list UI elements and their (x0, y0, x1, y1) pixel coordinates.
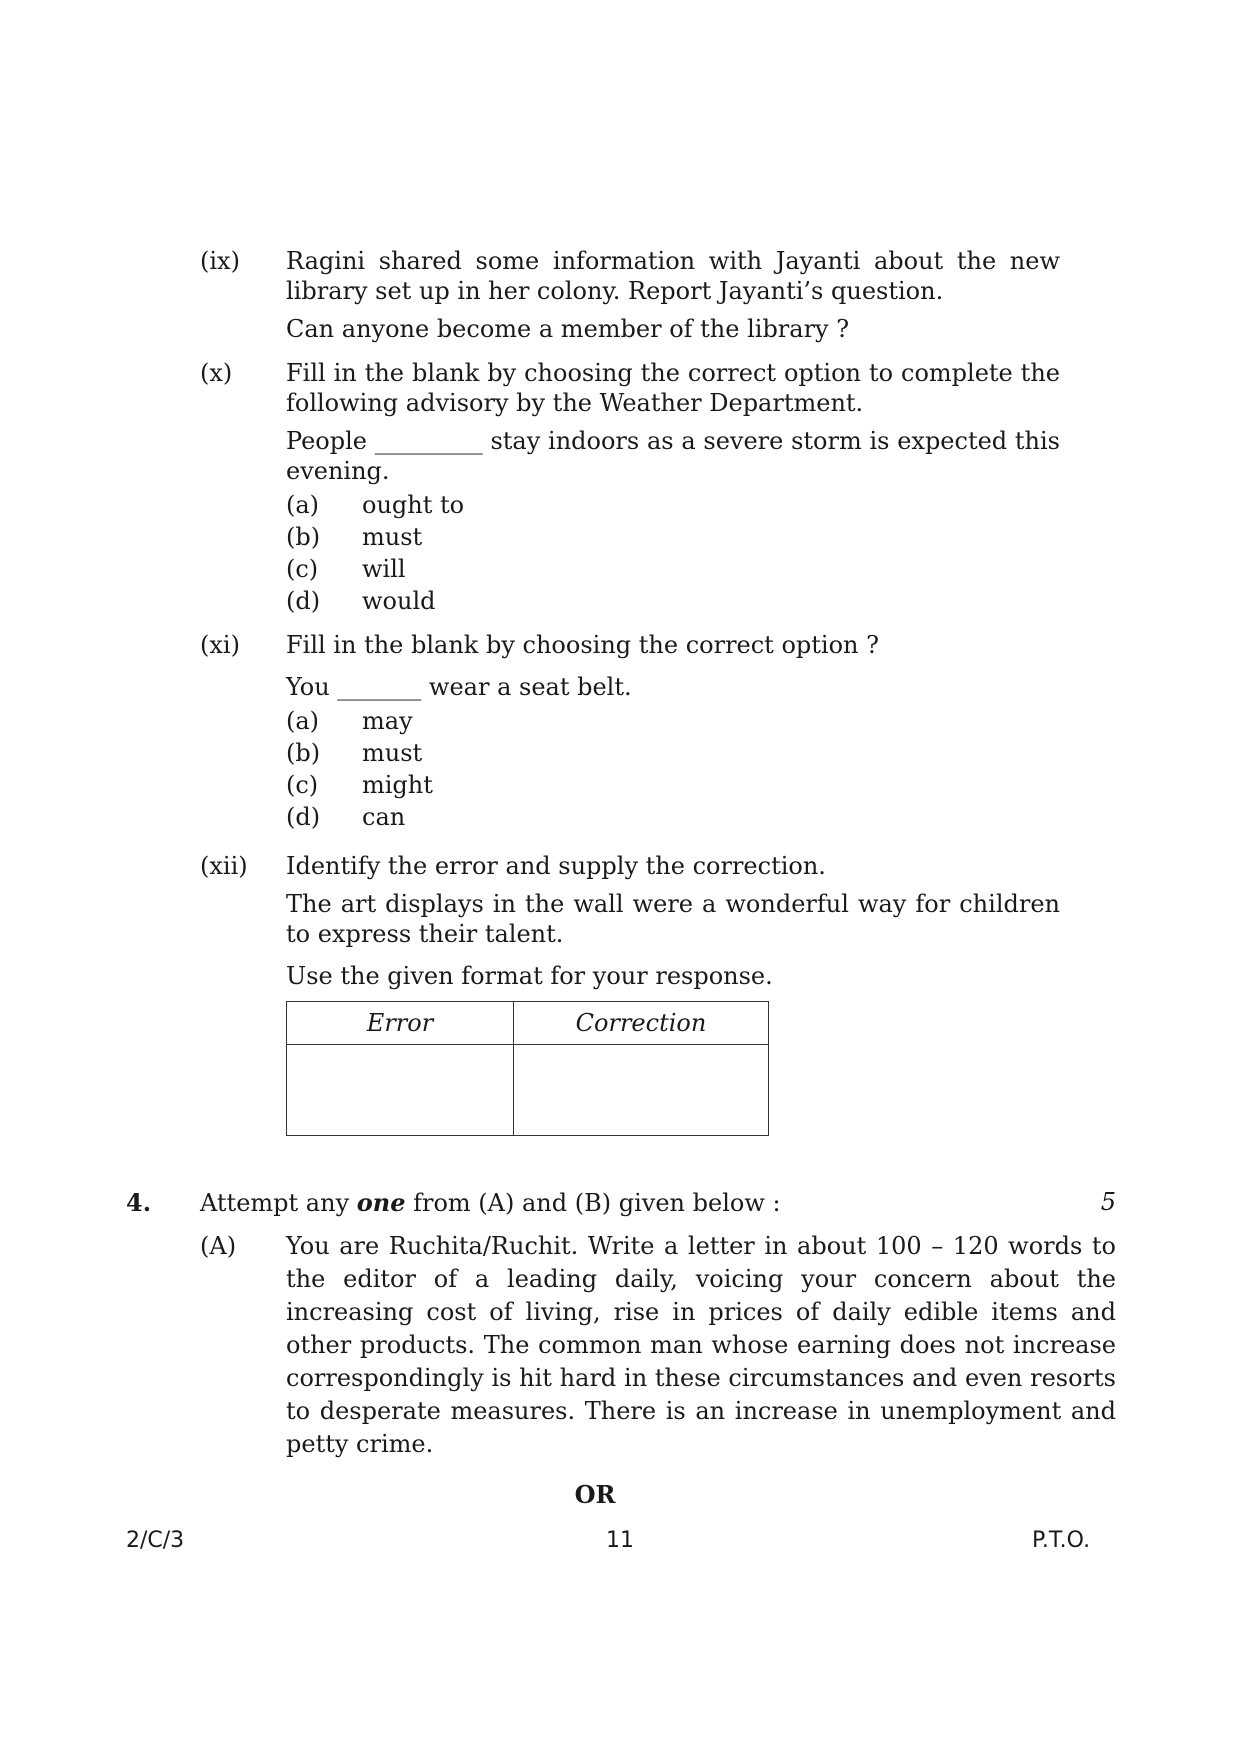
question-text: Use the given format for your response. (286, 962, 773, 990)
question-text: The art displays in the wall were a wonderful way for children to express their talent. (286, 890, 1060, 948)
question-number: (xii) (200, 852, 248, 880)
question-number: (xi) (200, 631, 240, 659)
question-text: Can anyone become a member of the library ? (286, 315, 850, 343)
question-text: People _________ stay indoors as a severe storm is expected this evening. (286, 427, 1060, 485)
question-text: Ragini shared some information with Jayanti about the new library set up in her colony. Report Jayanti’s question. (286, 247, 1060, 305)
options-list (286, 490, 1060, 618)
table-cell-error (287, 1045, 514, 1136)
question-text: Identify the error and supply the correction. (286, 852, 826, 880)
question-text: Fill in the blank by choosing the correct option ? (286, 631, 879, 659)
options-list (286, 706, 1060, 834)
emphasis-one: one (356, 1188, 406, 1217)
option-a: (a) ought to (286, 491, 465, 519)
option-d: (d) can (286, 803, 406, 831)
sub-question-label: (A) (200, 1232, 237, 1260)
option-c: (c) might (286, 771, 433, 799)
or-separator: OR (574, 1480, 616, 1509)
question-number: (ix) (200, 247, 240, 275)
question-ix (200, 246, 1060, 352)
pto-label: P.T.O. (1032, 1528, 1091, 1553)
question-text: Fill in the blank by choosing the correct option to complete the following advisory by the Weather Department. (286, 359, 1060, 417)
marks: 5 (1100, 1188, 1116, 1216)
sub-question-text: You are Ruchita/Ruchit. Write a letter in about 100 – 120 words to the editor of a leading daily, voicing your concern about the increasing cost of living, rise in prices of daily edible items and other products. The common man whose earning does not increase correspondingly is hit hard in these circumstances and even resorts to desperate measures. There is an increase in unemployment and petty crime. (286, 1232, 1116, 1458)
question-number: (x) (200, 359, 233, 387)
question-number: 4. (126, 1188, 152, 1217)
table-header-error: Error (287, 1002, 514, 1045)
option-b: (b) must (286, 739, 423, 767)
option-a: (a) may (286, 707, 413, 735)
table-header-correction: Correction (514, 1002, 769, 1045)
question-4a (126, 1230, 1116, 1461)
option-d: (d) would (286, 587, 436, 615)
question-text: You _______ wear a seat belt. (286, 673, 632, 701)
option-b: (b) must (286, 523, 423, 551)
response-table (286, 1001, 769, 1136)
page-number: 11 (606, 1528, 634, 1553)
question-xi (200, 630, 1060, 834)
question-x (200, 358, 1060, 618)
question-instruction: Attempt any one from (A) and (B) given below : (200, 1188, 781, 1217)
table-cell-correction (514, 1045, 769, 1136)
question-4 (126, 1186, 1116, 1461)
option-c: (c) will (286, 555, 406, 583)
question-xii (200, 851, 1060, 1136)
paper-code: 2/C/3 (126, 1528, 185, 1553)
